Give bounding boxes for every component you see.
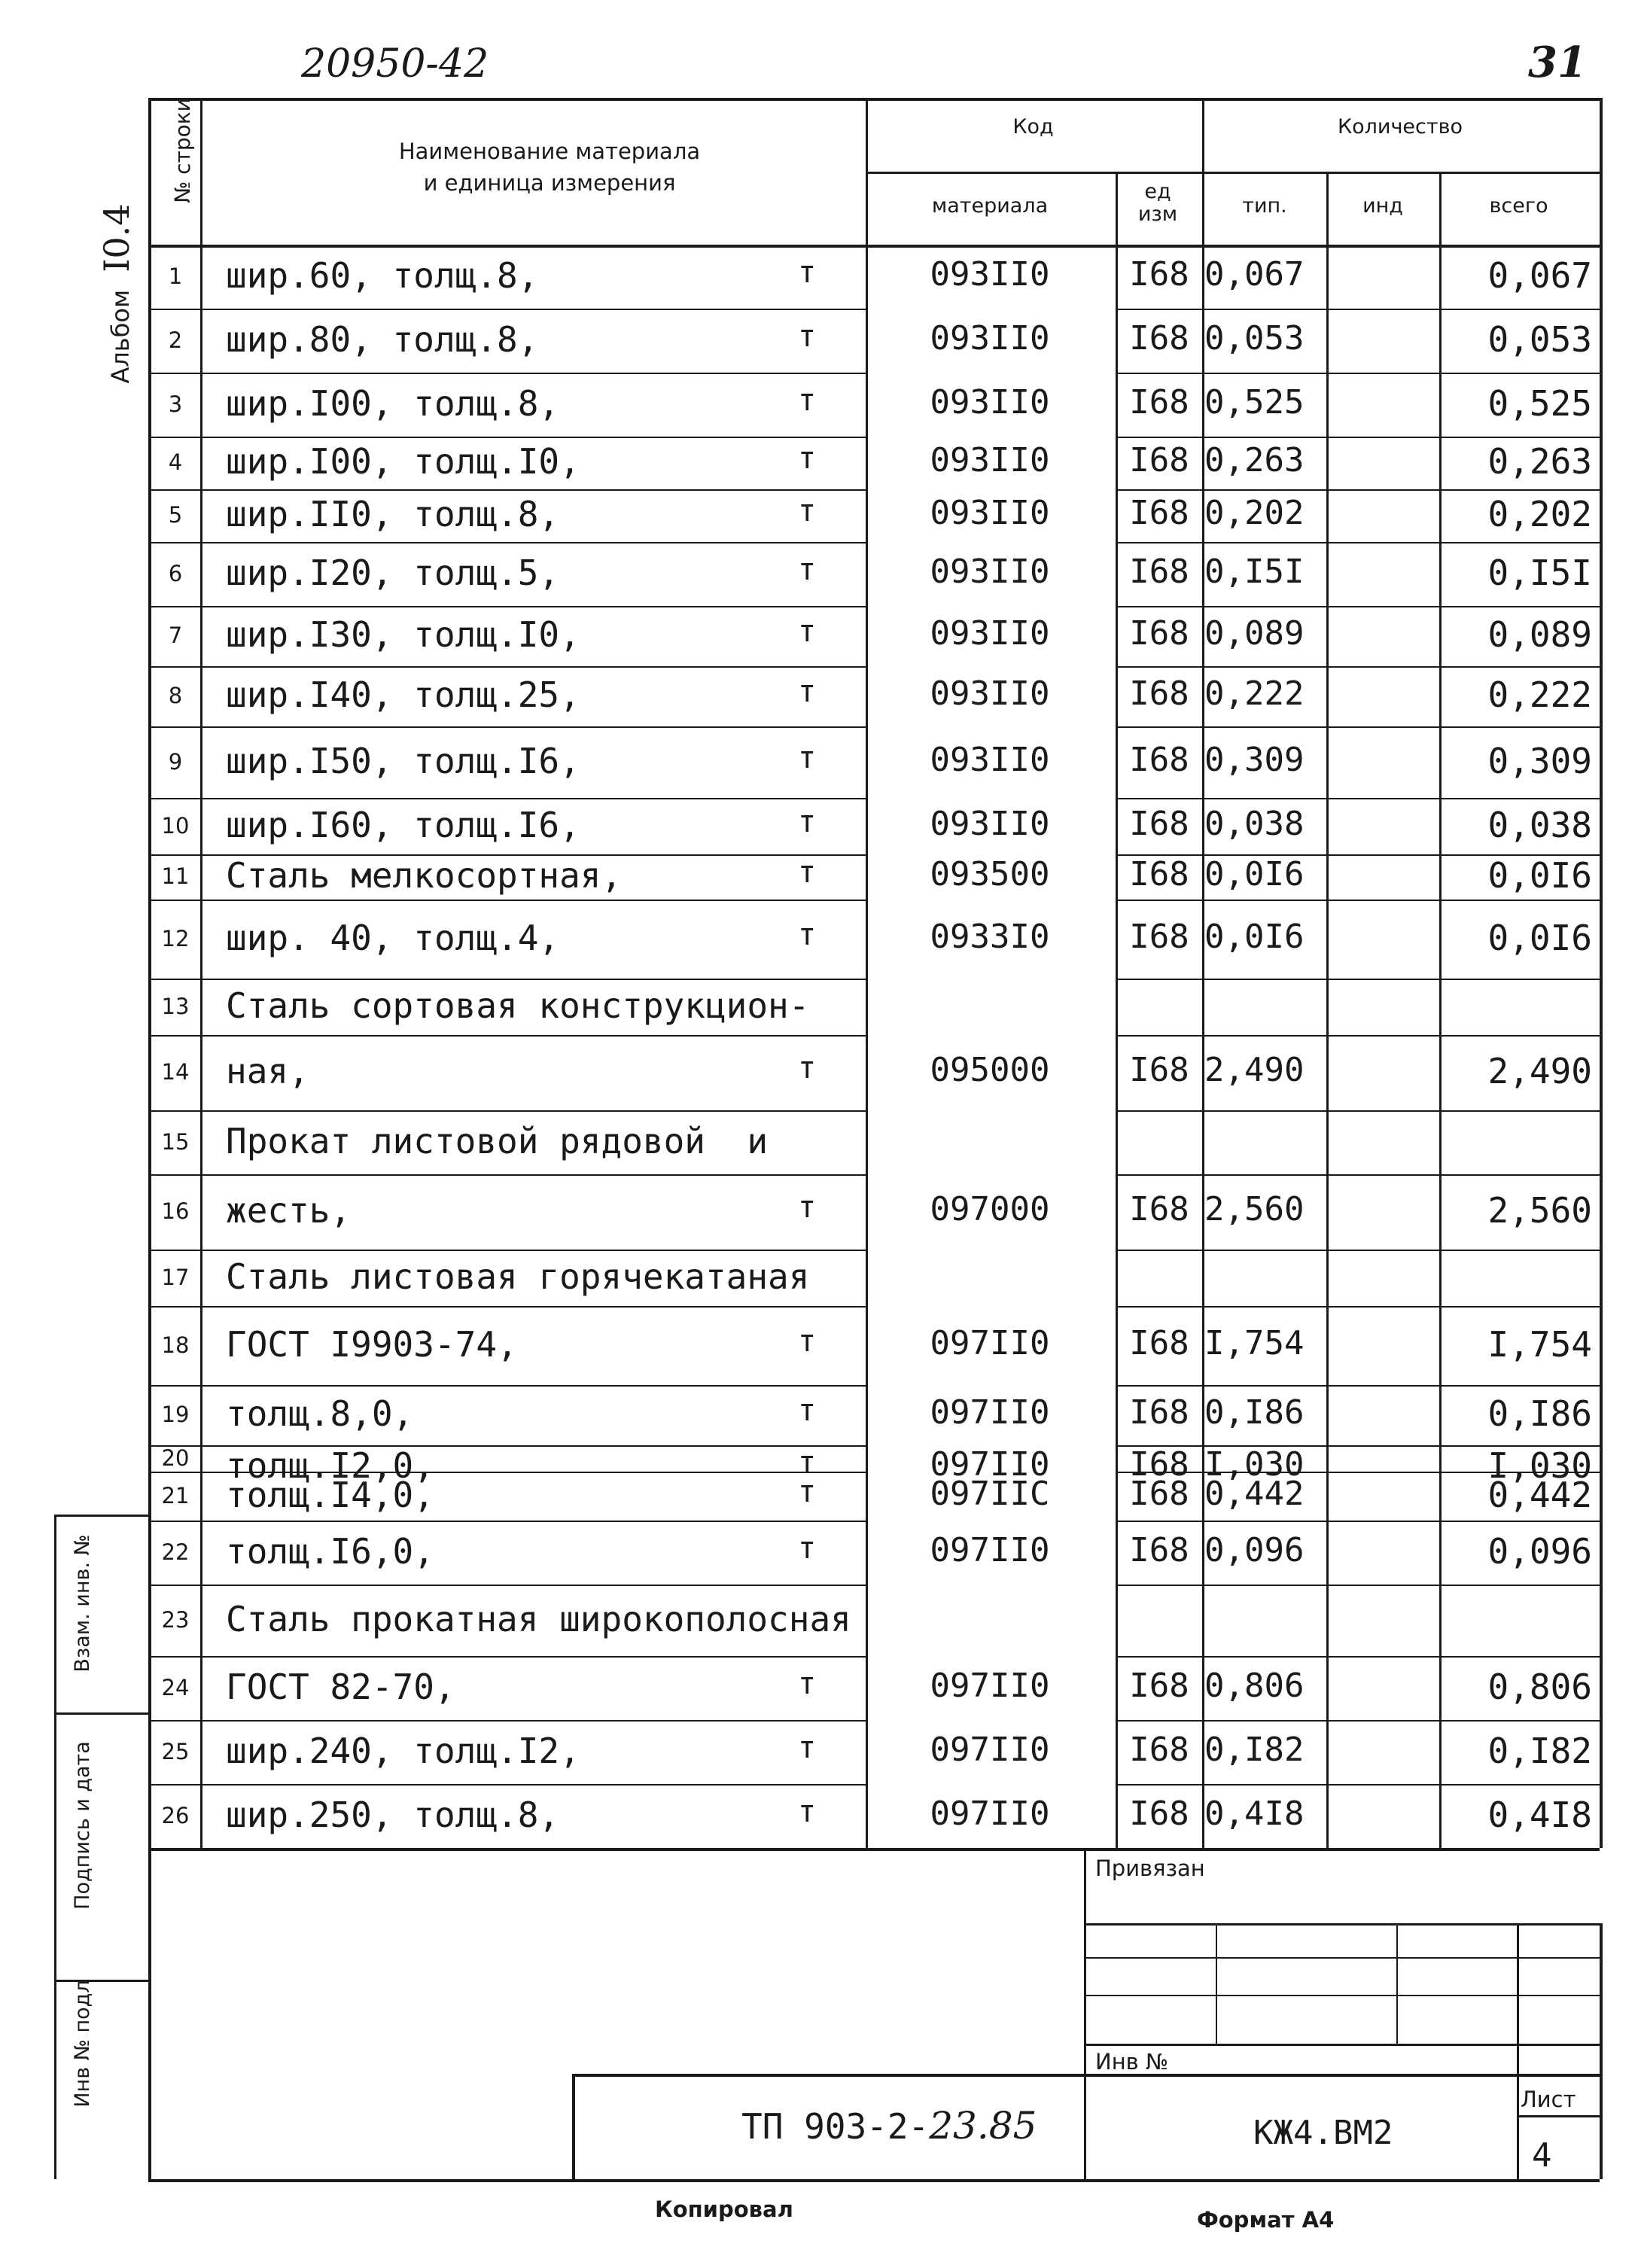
quantity-typ: 0,263 [1204,441,1305,479]
material-name: шир.240, толщ.I2, [226,1730,580,1771]
quantity-typ: 0,442 [1204,1474,1305,1513]
unit-code: I68 [1129,1393,1189,1432]
unit-code: I68 [1129,1530,1189,1569]
row-line [148,1656,866,1658]
quantity-typ: 2,490 [1204,1051,1305,1089]
sheet-label: Лист [1521,2087,1576,2112]
stamp-signature-date: Подпись и дата [71,1741,94,1910]
unit-value: т [798,855,817,890]
row-number: 8 [168,683,183,708]
sheet-number: 4 [1532,2136,1552,2175]
row-line [1116,1250,1600,1251]
material-name: шир.80, толщ.8, [226,318,539,360]
row-number: 23 [161,1606,190,1633]
album-word: Альбом [106,289,135,384]
inv-no-label: Инв № [1095,2049,1169,2075]
quantity-total: 0,202 [1487,494,1592,534]
row-number: 26 [161,1802,190,1828]
titleblock-line [1084,1995,1600,1996]
stamp-left [54,1515,56,2179]
quantity-total: 0,089 [1487,614,1592,655]
row-line [148,798,866,799]
album-number: I0.4 [96,203,137,272]
material-code: 097II0 [930,1666,1050,1705]
material-code: 093II0 [930,740,1050,779]
row-number: 19 [161,1402,190,1427]
header-name: Наименование материала и единица измерения [398,139,701,196]
row-number: 24 [161,1674,190,1700]
row-number: 18 [161,1332,190,1358]
material-name: ная, [226,1051,309,1091]
material-name: ГОСТ 82-70, [226,1666,455,1707]
header-typ: тип. [1242,194,1287,218]
unit-code: I68 [1129,1051,1189,1089]
row-line [1116,373,1600,374]
quantity-total: 0,525 [1487,382,1592,424]
material-code: 093II0 [930,552,1050,591]
material-name: толщ.8,0, [226,1393,414,1434]
album-label [94,196,139,391]
material-name: жесть, [226,1190,352,1231]
unit-value: т [798,917,817,952]
unit-code: I68 [1129,1730,1189,1769]
material-code: 093II0 [930,614,1050,653]
header-code: Код [1012,115,1054,139]
row-line [1116,1656,1600,1658]
unit-value: т [798,1190,817,1225]
material-name: шир.I20, толщ.5, [226,552,560,593]
row-number: 2 [168,327,183,353]
material-code: 097000 [930,1190,1050,1228]
quantity-total: I,754 [1487,1323,1592,1365]
header-quantity: Количество [1337,115,1463,139]
unit-code: I68 [1129,552,1189,591]
format-label: Формат А4 [1197,2207,1335,2233]
unit-value: т [798,494,817,528]
row-number: 4 [168,449,183,475]
material-name: толщ.I2,0, [226,1445,434,1486]
row-line [1116,1784,1600,1785]
row-line [1116,1720,1600,1722]
quantity-total: 2,560 [1487,1190,1592,1231]
row-line [1116,798,1600,799]
quantity-total: 0,806 [1487,1666,1592,1707]
quantity-total: 0,309 [1487,740,1592,781]
row-line [1116,1110,1600,1112]
quantity-total: 2,490 [1487,1051,1592,1091]
titleblock-line [1084,1923,1600,1926]
row-line [1116,900,1600,901]
quantity-total: 0,038 [1487,804,1592,845]
quantity-total: 0,053 [1487,318,1592,360]
row-number: 22 [161,1539,190,1565]
unit-value: т [798,382,817,418]
material-code: 097II0 [930,1794,1050,1833]
row-line [148,726,866,728]
quantity-typ: 0,089 [1204,614,1305,653]
project-suffix: 23.85 [929,2104,1037,2148]
col-code [866,98,868,1848]
material-name: шир.I30, толщ.I0, [226,614,580,655]
material-name: толщ.I4,0, [226,1474,434,1515]
material-code: 095000 [930,1051,1050,1089]
titleblock-col [1517,1923,1519,2179]
quantity-typ: 0,309 [1204,740,1305,779]
material-name: шир.II0, толщ.8, [226,494,560,534]
quantity-typ: 0,222 [1204,674,1305,713]
unit-code: I68 [1129,254,1189,294]
quantity-typ: 0,0I6 [1204,855,1305,894]
unit-code: I68 [1129,318,1189,358]
row-line [1116,1385,1600,1387]
material-name: шир.60, толщ.8, [226,254,539,296]
material-code: 093II0 [930,382,1050,422]
row-number: 13 [161,993,190,1019]
unit-value: т [798,1530,817,1566]
material-name: шир.I50, толщ.I6, [226,740,580,781]
row-line [1116,979,1600,980]
row-line [148,1306,866,1308]
unit-value: т [798,614,817,649]
quantity-typ: 2,560 [1204,1190,1305,1228]
row-line [1116,1521,1600,1522]
material-name: Сталь прокатная широкополосная [226,1598,851,1639]
row-line [148,489,866,491]
header-unit: ед изм [1137,180,1178,226]
quantity-typ: 0,I86 [1204,1393,1305,1432]
row-line [1116,1174,1600,1176]
unit-code: I68 [1129,614,1189,653]
unit-value: т [798,1474,817,1509]
quantity-typ: 0,0I6 [1204,917,1305,956]
quantity-total: 0,442 [1487,1474,1592,1515]
material-code: 093II0 [930,674,1050,713]
material-code: 097II0 [930,1323,1050,1362]
quantity-total: 0,0I6 [1487,917,1592,958]
unit-code: I68 [1129,804,1189,843]
row-line [1116,1585,1600,1586]
material-name: шир. 40, толщ.4, [226,917,560,958]
unit-value: т [798,1730,817,1765]
unit-code: I68 [1129,494,1189,532]
material-code: 097IIC [930,1474,1050,1513]
unit-code: I68 [1129,1794,1189,1833]
unit-value: т [798,1794,817,1829]
project-box-left [572,2074,575,2179]
quantity-total: 0,222 [1487,674,1592,715]
titleblock-right [1600,1923,1603,2179]
unit-value: т [798,740,817,775]
quantity-total: 0,067 [1487,254,1592,296]
row-line [148,1521,866,1522]
quantity-typ: 0,I82 [1204,1730,1305,1769]
row-line [148,1585,866,1586]
titleblock-line [1084,2044,1600,2046]
quantity-typ: 0,525 [1204,382,1305,422]
row-line [1116,309,1600,310]
row-number: 1 [168,263,183,289]
row-line [1116,606,1600,607]
material-code: 093II0 [930,494,1050,532]
quantity-total: 0,I86 [1487,1393,1592,1434]
table-bottom [148,1848,1600,1851]
quantity-typ: 0,067 [1204,254,1305,294]
row-number: 5 [168,502,183,528]
quantity-total: 0,263 [1487,441,1592,482]
header-bottom [148,245,1600,248]
frame-bottom [148,2179,1600,2182]
row-line [148,373,866,374]
titleblock-col [1216,1923,1217,2044]
row-line [148,309,866,310]
unit-code: I68 [1129,1445,1189,1484]
material-name: Сталь сортовая конструкцион- [226,985,810,1026]
unit-value: т [798,552,817,587]
unit-value: т [798,1666,817,1701]
titleblock-line [1084,1957,1600,1959]
unit-code: I68 [1129,1190,1189,1228]
row-line [1116,489,1600,491]
material-code: 097II0 [930,1445,1050,1484]
quantity-typ: 0,096 [1204,1530,1305,1569]
stamp-replace-inv: Взам. инв. № [71,1534,94,1673]
unit-value: т [798,254,817,290]
row-number: 9 [168,748,183,775]
unit-code: I68 [1129,917,1189,956]
material-name: шир.I00, толщ.8, [226,382,560,424]
quantity-total: 0,4I8 [1487,1794,1592,1835]
unit-value: т [798,1051,817,1085]
row-number: 15 [161,1128,190,1155]
row-number: 21 [161,1482,190,1508]
row-number: 17 [161,1264,190,1290]
project-box-top [572,2074,1600,2077]
quantity-typ: I,754 [1204,1323,1305,1362]
material-code: 097II0 [930,1393,1050,1432]
col-ind [1326,172,1329,1848]
quantity-typ: 0,I5I [1204,552,1305,591]
quantity-total: 0,0I6 [1487,855,1592,896]
unit-value: т [798,674,817,709]
material-code: 093II0 [930,804,1050,843]
header-material: материала [931,194,1049,218]
row-number: 25 [161,1738,190,1764]
row-line [148,606,866,607]
unit-code: I68 [1129,441,1189,479]
privyazan-label: Привязан [1095,1855,1205,1881]
unit-value: т [798,1393,817,1428]
row-line [148,1174,866,1176]
row-line [148,979,866,980]
row-line [148,900,866,901]
document-number: 20950-42 [301,41,489,87]
unit-value: т [798,318,817,354]
material-name: шир.I40, толщ.25, [226,674,580,715]
sheet-divider [1517,2115,1600,2117]
quantity-typ: 0,038 [1204,804,1305,843]
col-ed [1116,172,1118,1848]
quantity-total: 0,096 [1487,1530,1592,1572]
row-number: 3 [168,391,183,417]
material-name: толщ.I6,0, [226,1530,434,1572]
material-code: 097II0 [930,1530,1050,1569]
row-number: 20 [161,1445,190,1471]
project-code [741,2104,1037,2148]
unit-value: т [798,441,817,476]
quantity-typ: 0,806 [1204,1666,1305,1705]
material-code: 093II0 [930,441,1050,479]
quantity-typ: 0,4I8 [1204,1794,1305,1833]
stamp-inv-podl: Инв № подл [71,1980,94,2108]
material-code: 093500 [930,855,1050,894]
unit-code: I68 [1129,1323,1189,1362]
material-code: 093II0 [930,254,1050,294]
material-name: ГОСТ I9903-74, [226,1323,518,1365]
row-line [148,1385,866,1387]
unit-value: т [798,1445,817,1480]
row-line [148,1250,866,1251]
frame-top [148,98,1600,101]
row-number: 6 [168,560,183,586]
row-number: 10 [161,812,190,839]
row-line [1116,726,1600,728]
material-name: Прокат листовой рядовой и [226,1120,769,1161]
row-line [148,1720,866,1722]
unit-code: I68 [1129,382,1189,422]
header-total: всего [1489,194,1548,218]
row-line [148,1035,866,1037]
unit-code: I68 [1129,740,1189,779]
material-name: Сталь мелкосортная, [226,855,623,896]
titleblock-col [1396,1923,1398,2044]
material-name: шир.I00, толщ.I0, [226,441,580,482]
row-line [1116,1306,1600,1308]
sheet-code: КЖ4.ВМ2 [1253,2114,1393,2152]
row-number: 16 [161,1198,190,1224]
copied-label: Копировал [655,2196,793,2222]
row-line [1116,542,1600,543]
row-line [148,542,866,543]
header-ind: инд [1362,194,1403,218]
row-number: 11 [161,863,190,889]
row-line [1116,437,1600,438]
row-line [148,666,866,668]
row-number: 7 [168,623,183,648]
row-number: 12 [161,925,190,951]
quantity-total: 0,I5I [1487,552,1592,593]
quantity-typ: 0,202 [1204,494,1305,532]
titleblock-left [1084,1848,1086,2179]
frame-right [1600,98,1603,1848]
unit-value: т [798,804,817,839]
quantity-total: I,030 [1487,1445,1592,1486]
unit-code: I68 [1129,1666,1189,1705]
project-prefix: ТП 903-2- [741,2106,930,2147]
material-name: Сталь листовая горячекатаная [226,1256,810,1297]
quantity-typ: 0,053 [1204,318,1305,358]
row-line [1116,1035,1600,1037]
header-subline [866,172,1600,174]
unit-value: т [798,1323,817,1359]
quantity-typ: I,030 [1204,1445,1305,1484]
row-line [1116,666,1600,668]
material-code: 093II0 [930,318,1050,358]
unit-code: I68 [1129,855,1189,894]
row-number: 14 [161,1059,190,1085]
material-name: шир.I60, толщ.I6, [226,804,580,845]
page-mark: 31 [1528,38,1587,87]
material-code: 097II0 [930,1730,1050,1769]
material-name: шир.250, толщ.8, [226,1794,560,1835]
unit-code: I68 [1129,674,1189,713]
row-line [148,1110,866,1112]
material-code: 0933I0 [930,917,1050,956]
unit-code: I68 [1129,1474,1189,1513]
header-row-number: № строки [170,98,195,203]
row-line [148,1784,866,1785]
row-line [148,437,866,438]
quantity-total: 0,I82 [1487,1730,1592,1771]
